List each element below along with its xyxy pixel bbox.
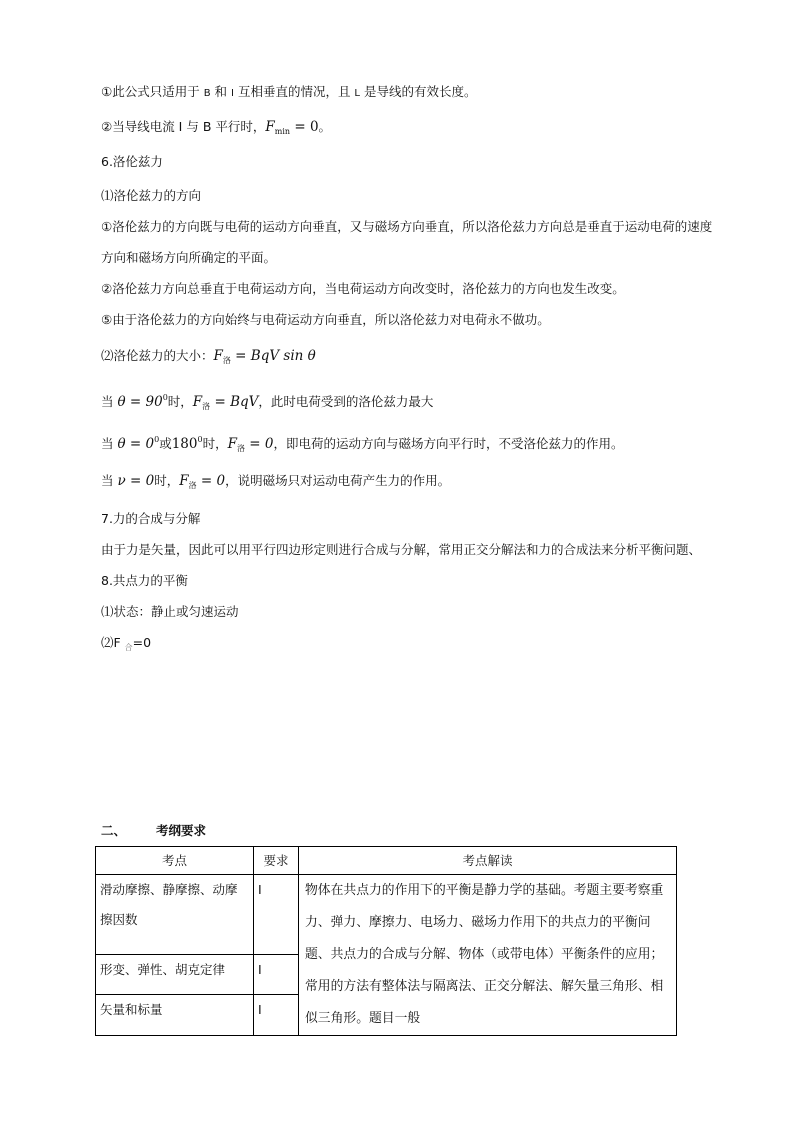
table-cell-point: 矢量和标量 [96,995,254,1036]
line-formula-note-2: ②当导线电流 I 与 B 平行时，$F_{min} = 0$。 [101,119,332,136]
line-equilibrium-state: ⑴状态：静止或匀速运动 [101,604,239,619]
table-header-row [96,847,677,875]
paragraph-direction-3: ⑤由于洛伦兹力的方向始终与电荷运动方向垂直，所以洛伦兹力对电荷永不做功。 [101,312,550,327]
table-cell-interpretation: 物体在共点力的作用下的平衡是静力学的基础。考题主要考察重力、弹力、摩擦力、电场力、磁场力作用下的共点力的平衡问题、共点力的合成与分解、物体（或带电体）平衡条件的应用；常用的方法有整体法与隔离法、正交分解法、解矢量三角形、相似三角形。题目一般 [299,875,677,1036]
line-velocity-zero: 当 ν = 0时，$F_洛 = 0$，说明磁场只对运动电荷产生力的作用。 [101,473,451,490]
section-heading: 二、 考纲要求 [101,823,207,838]
line-theta-90: 当 $\theta = 90^0$时，$F_洛$ = BqV，此时电荷受到的洛伦兹力最大 [101,393,434,411]
heading-equilibrium: 8.共点力的平衡 [101,573,188,588]
table-cell-point: 滑动摩擦、静摩擦、动摩擦因数 [96,875,254,955]
paragraph-direction-1-cont: 方向和磁场方向所确定的平面。 [101,250,277,265]
line-formula-note-1: ①此公式只适用于 B 和 I 互相垂直的情况，且 L 是导线的有效长度。 [101,84,477,99]
f-min-formula: $F_{min} = 0$ [265,119,319,136]
lorentz-formula: $F_洛$ = BqV sin θ [213,348,316,365]
table-cell-point: 形变、弹性、胡克定律 [96,954,254,995]
paragraph-direction-2: ②洛伦兹力方向总垂直于电荷运动方向，当电荷运动方向改变时，洛伦兹力的方向也发生改变。 [101,281,625,296]
table-header-point: 考点 [96,847,254,875]
subheading-lorentz-direction: ⑴洛伦兹力的方向 [101,188,202,203]
table-row [96,875,677,955]
paragraph-force-composition: 由于力是矢量，因此可以用平行四边形定则进行合成与分解，常用正交分解法和力的合成法来分析平衡问题、 [101,542,702,557]
line-net-force-zero: ⑵F $_合$=0 [101,635,152,652]
syllabus-table [95,846,677,1036]
heading-lorentz-force: 6.洛伦兹力 [101,154,163,169]
table-cell-requirement: Ⅰ [254,954,299,995]
table-header-requirement: 要求 [254,847,299,875]
table-cell-requirement: Ⅰ [254,995,299,1036]
heading-force-composition: 7.力的合成与分解 [101,511,201,526]
line-theta-0-180: 当 $\theta = 0^0$或$180^0$时，$F_洛 = 0$，即电荷的运动方向与磁场方向平行时，不受洛伦兹力的作用。 [101,435,624,453]
line-lorentz-magnitude: ⑵洛伦兹力的大小：$F_洛$ = BqV sin θ [101,348,316,365]
table-header-interpretation: 考点解读 [299,847,677,875]
paragraph-direction-1: ①洛伦兹力的方向既与电荷的运动方向垂直，又与磁场方向垂直，所以洛伦兹力方向总是垂直于运动电荷的速度 [101,219,713,234]
table-cell-requirement: Ⅰ [254,875,299,955]
